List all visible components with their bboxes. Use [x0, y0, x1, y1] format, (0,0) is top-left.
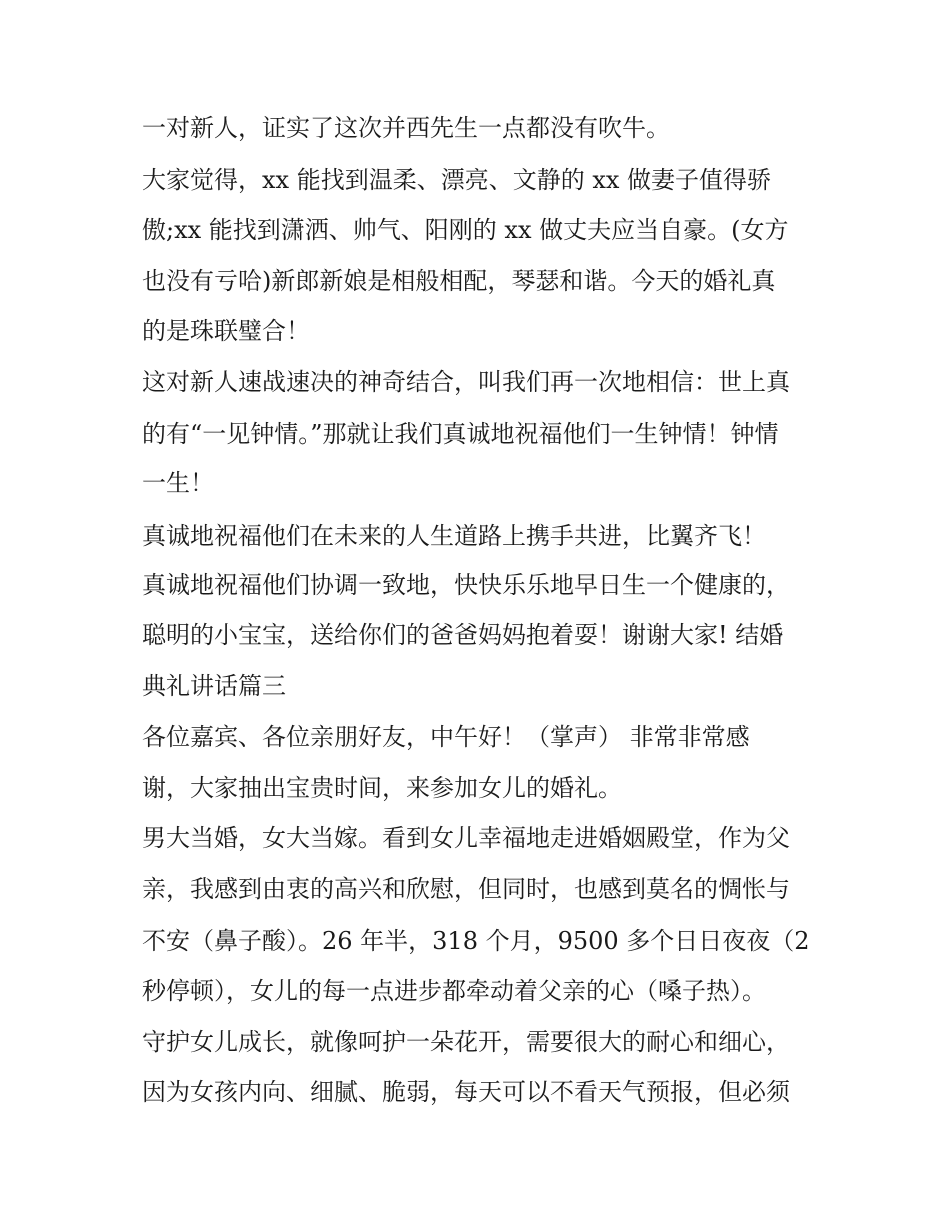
text-line: 守护女儿成长，就像呵护一朵花开，需要很大的耐心和细心， — [142, 1028, 790, 1056]
text-line: 男大当婚，女大当嫁。看到女儿幸福地走进婚姻殿堂，作为父 — [142, 824, 790, 852]
text-line: 大家觉得，xx 能找到温柔、漂亮、文静的 xx 做妻子值得骄 — [142, 166, 772, 194]
text-line: 真诚地祝福他们在未来的人生道路上携手共进，比翼齐飞！ — [142, 522, 766, 550]
text-line: 这对新人速战速决的神奇结合，叫我们再一次地相信：世上真 — [142, 368, 790, 396]
text-line: 也没有亏哈)新郎新娘是相般相配，琴瑟和谐。今天的婚礼真 — [142, 267, 776, 295]
section-heading: 典礼讲话篇三 — [142, 672, 286, 700]
text-line: 的有“一见钟情。”那就让我们真诚地祝福他们一生钟情！钟情 — [142, 420, 779, 448]
text-line: 各位嘉宾、各位亲朋好友，中午好！（掌声） 非常非常感 — [142, 723, 750, 751]
text-line: 一对新人，证实了这次并西先生一点都没有吹牛。 — [142, 114, 670, 142]
text-line: 傲;xx 能找到潇洒、帅气、阳刚的 xx 做丈夫应当自豪。(女方 — [142, 216, 789, 244]
text-line: 一生！ — [142, 469, 214, 497]
text-line: 亲，我感到由衷的高兴和欣慰，但同时，也感到莫名的惆怅与 — [142, 875, 790, 903]
text-line: 不安（鼻子酸）。26 年半，318 个月，9500 多个日日夜夜（2 — [142, 927, 810, 955]
text-line: 的是珠联璧合！ — [142, 317, 310, 345]
text-line: 因为女孩内向、细腻、脆弱，每天可以不看天气预报，但必须 — [142, 1078, 790, 1106]
text-line: 谢，大家抽出宝贵时间，来参加女儿的婚礼。 — [142, 774, 622, 802]
text-line: 真诚地祝福他们协调一致地，快快乐乐地早日生一个健康的， — [142, 571, 790, 599]
text-line: 聪明的小宝宝，送给你们的爸爸妈妈抱着耍！谢谢大家! 结婚 — [142, 621, 784, 649]
text-line: 秒停顿），女儿的每一点进步都牵动着父亲的心（嗓子热）。 — [142, 977, 766, 1005]
